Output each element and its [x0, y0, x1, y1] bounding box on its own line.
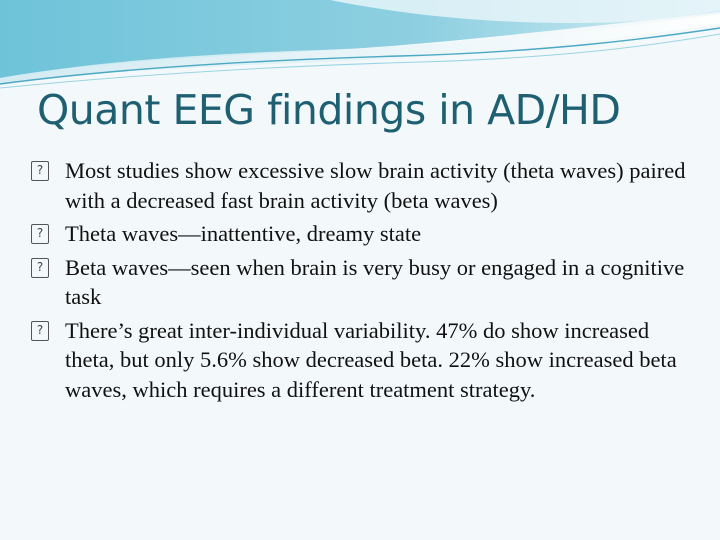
bullet-text: Theta waves—inattentive, dreamy state: [65, 221, 422, 246]
bullet-text: There’s great inter-individual variability. 47% do show increased theta, but only 5.6% show decreased beta. 22% show increased beta waves, which requires a different treatment strategy.: [65, 317, 677, 402]
missing-glyph-icon: ?: [31, 258, 49, 278]
missing-glyph-icon: ?: [31, 224, 49, 244]
bullet-item: [31, 156, 691, 215]
bullet-item: [31, 316, 691, 405]
missing-glyph-icon: ?: [31, 161, 49, 181]
bullet-item: [31, 253, 691, 312]
bullet-text: Most studies show excessive slow brain activity (theta waves) paired with a decreased fast brain activity (beta waves): [65, 158, 686, 213]
header-wave-decoration: [0, 0, 720, 90]
slide-title: Quant EEG findings in AD/HD: [37, 86, 621, 134]
bullet-item: [31, 219, 691, 249]
bullet-text: Beta waves—seen when brain is very busy or engaged in a cognitive task: [65, 254, 685, 309]
bullet-list: [31, 156, 691, 408]
missing-glyph-icon: ?: [31, 321, 49, 341]
